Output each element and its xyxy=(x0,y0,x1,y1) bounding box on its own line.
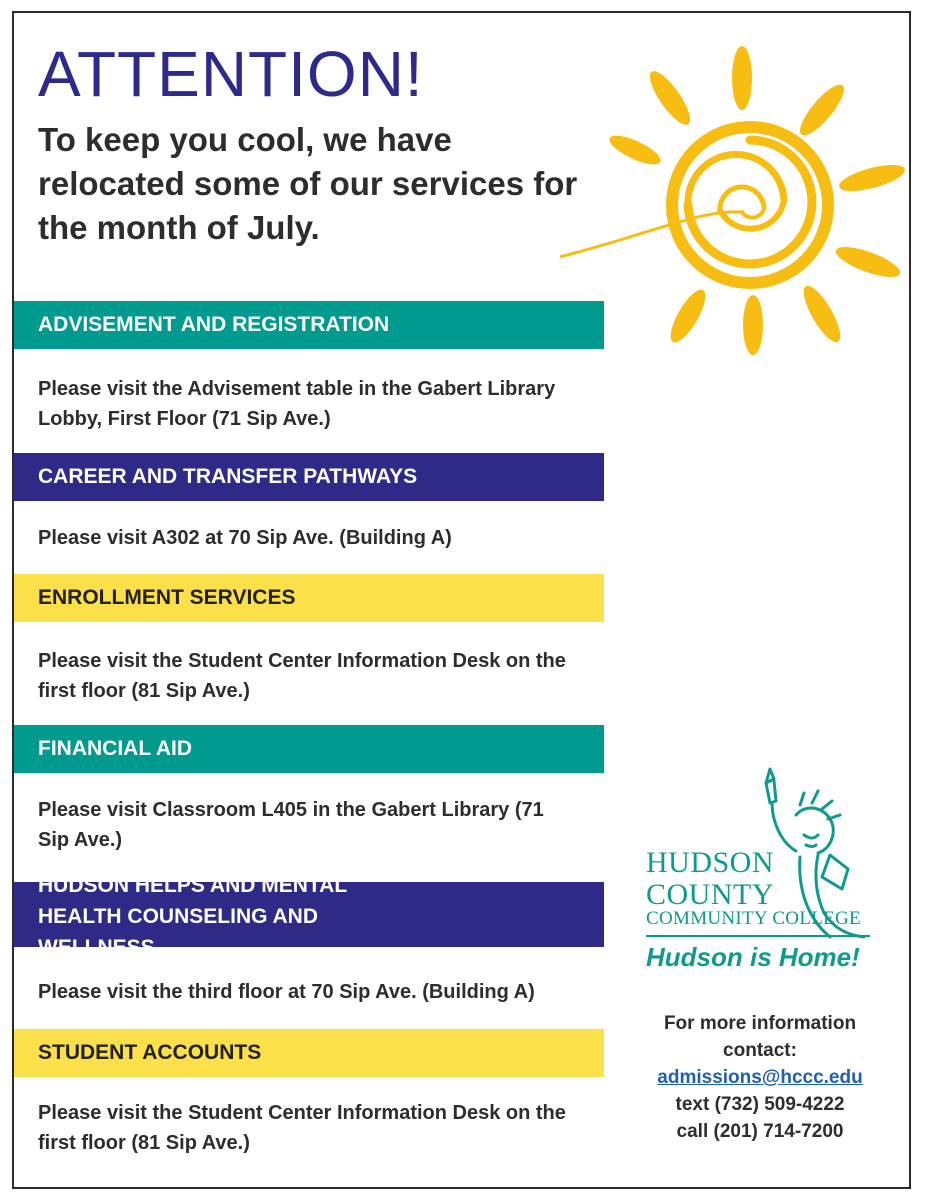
section-title: FINANCIAL AID xyxy=(38,737,192,760)
contact-call-number: call (201) 714-7200 xyxy=(676,1121,844,1142)
section-description: Please visit the Advisement table in the Gabert Library Lobby, First Floor (71 Sip Ave.) xyxy=(38,378,556,430)
contact-block xyxy=(630,1010,890,1145)
section-band-advisement xyxy=(14,301,604,349)
section-description: Please visit the Student Center Information Desk on the first floor (81 Sip Ave.) xyxy=(38,650,566,702)
section-description: Please visit A302 at 70 Sip Ave. (Building A) xyxy=(38,527,452,549)
section-title: ENROLLMENT SERVICES xyxy=(38,586,296,609)
tagline: Hudson is Home! xyxy=(646,942,860,972)
section-band-enrollment xyxy=(14,574,604,622)
college-name-line-2: COUNTY xyxy=(646,878,774,911)
headline: ATTENTION! xyxy=(38,38,424,110)
college-name-line-1: HUDSON xyxy=(646,846,775,879)
sun-icon xyxy=(560,40,920,360)
section-band-hudson-helps xyxy=(14,873,604,959)
logo-divider xyxy=(646,935,870,937)
section-description: Please visit Classroom L405 in the Gabert Library (71 Sip Ave.) xyxy=(38,799,544,851)
contact-text-number: text (732) 509-4222 xyxy=(675,1094,845,1115)
section-band-career xyxy=(14,453,604,501)
email-link[interactable]: admissions@hccc.edu xyxy=(657,1067,863,1088)
section-title: ADVISEMENT AND REGISTRATION xyxy=(38,313,390,336)
section-title: CAREER AND TRANSFER PATHWAYS xyxy=(38,465,418,488)
section-band-student-accounts xyxy=(14,1029,604,1077)
section-description: Please visit the third floor at 70 Sip Ave. (Building A) xyxy=(38,981,535,1003)
college-name-line-3: COMMUNITY COLLEGE xyxy=(646,908,861,929)
college-name xyxy=(646,847,774,911)
section-title: STUDENT ACCOUNTS xyxy=(38,1041,262,1064)
section-title: HUDSON HELPS AND MENTAL HEALTH COUNSELING AND WELLNESS xyxy=(38,873,347,959)
contact-heading: For more information contact: xyxy=(663,1013,857,1061)
section-description: Please visit the Student Center Information Desk on the first floor (81 Sip Ave.) xyxy=(38,1102,566,1154)
section-band-financial-aid xyxy=(14,725,604,773)
subheadline: To keep you cool, we have relocated some of our services for the month of July. xyxy=(38,121,578,246)
